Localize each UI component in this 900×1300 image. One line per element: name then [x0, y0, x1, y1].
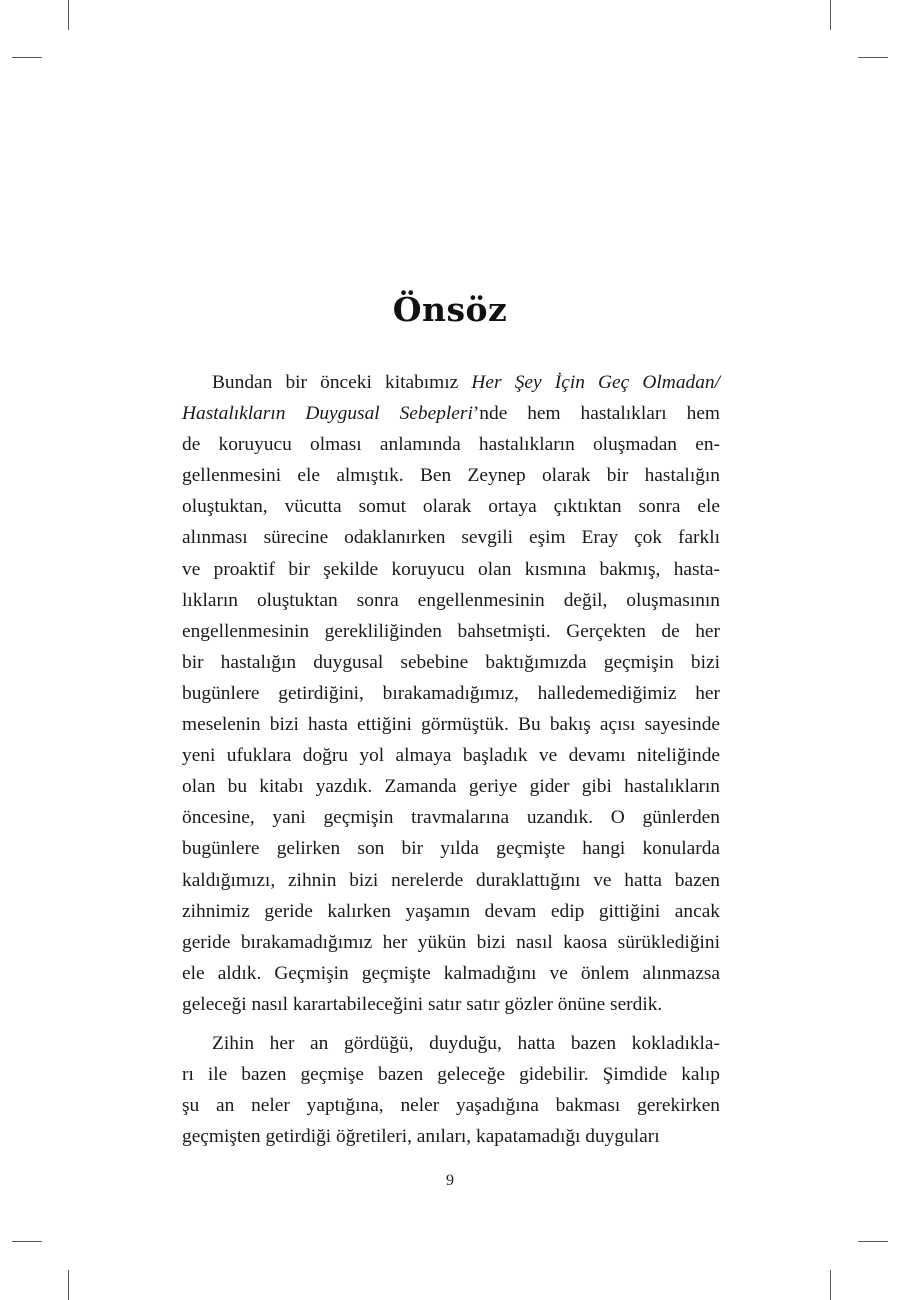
crop-mark: [858, 57, 888, 58]
text-line: rı ile bazen geçmişe bazen geleceğe gidebilir. Şimdide kalıp: [182, 1064, 720, 1086]
text-line: Zihin her an gördüğü, duyduğu, hatta bazen kokladıkla-: [212, 1032, 720, 1054]
text-line: şu an neler yaptığına, neler yaşadığına bakması gerekirken: [182, 1095, 720, 1117]
text-line: meselenin bizi hasta ettiğini görmüştük. Bu bakış açısı sayesinde: [182, 714, 720, 736]
text-line: geride bırakamadığımız her yükün bizi nasıl kaosa sürüklediğini: [182, 931, 720, 953]
crop-mark: [68, 1270, 69, 1300]
text-line: gellenmesini ele almıştık. Ben Zeynep olarak bir hastalığın: [182, 465, 720, 487]
book-title-italic: Hastalıkların Duygusal Sebepleri: [182, 403, 473, 425]
chapter-heading: Önsöz: [392, 290, 508, 329]
text-line: lıkların oluştuktan sonra engellenmesinin değil, oluşmasının: [182, 589, 720, 611]
paragraph-gap: [182, 1020, 720, 1028]
text-line: zihnimiz geride kalırken yaşamın devam edip gittiğini ancak: [182, 900, 720, 922]
text-line: geçmişten getirdiği öğretileri, anıları, kapatamadığı duyguları: [182, 1126, 660, 1148]
text-line: ve proaktif bir şekilde koruyucu olan kısmına bakmış, hasta-: [182, 558, 720, 580]
text-line: Hastalıkların Duygusal Sebepleri’nde hem hastalıkları hem: [182, 403, 721, 425]
text-line: bugünlere gelirken son bir yılda geçmişte hangi konularda: [182, 838, 720, 860]
page-number: 9: [446, 1172, 454, 1189]
text-line: bir hastalığın duygusal sebebine baktığımızda geçmişin bizi: [182, 651, 720, 673]
crop-mark: [858, 1241, 888, 1242]
text-line: geleceği nasıl karartabileceğini satır satır gözler önüne serdik.: [182, 993, 663, 1015]
text-line: Bundan bir önceki kitabımız Her Şey İçin Geç Olmadan/: [212, 372, 720, 393]
crop-mark: [12, 57, 42, 58]
text-line: oluştuktan, vücutta somut olarak ortaya çıktıktan sonra ele: [182, 496, 720, 518]
text-line: olan bu kitabı yazdık. Zamanda geriye gider gibi hastalıkların: [182, 776, 720, 798]
paragraph: [182, 367, 720, 1020]
crop-mark: [68, 0, 69, 30]
text-line: yeni ufuklara doğru yol almaya başladık ve devamı niteliğinde: [182, 745, 720, 767]
crop-mark: [12, 1241, 42, 1242]
text-line: bugünlere getirdiğini, bırakamadığımız, halledemediğimiz her: [182, 682, 720, 704]
text-line: alınması sürecine odaklanırken sevgili eşim Eray çok farklı: [182, 527, 720, 549]
crop-mark: [830, 1270, 831, 1300]
book-title-italic: Her Şey İçin Geç Olmadan/: [471, 372, 720, 393]
text-line: engellenmesinin gerekliliğinden bahsetmişti. Gerçekten de her: [182, 620, 720, 642]
body-text: [182, 367, 720, 1152]
text-line: de koruyucu olması anlamında hastalıkların oluşmadan en-: [182, 434, 720, 456]
crop-mark: [830, 0, 831, 30]
text-line: ele aldık. Geçmişin geçmişte kalmadığını ve önlem alınmazsa: [182, 962, 720, 984]
text-line: kaldığımızı, zihnin bizi nerelerde duraklattığını ve hatta bazen: [182, 869, 720, 891]
text-line: öncesine, yani geçmişin travmalarına uzandık. O günlerden: [182, 807, 720, 829]
paragraph: [182, 1028, 720, 1152]
